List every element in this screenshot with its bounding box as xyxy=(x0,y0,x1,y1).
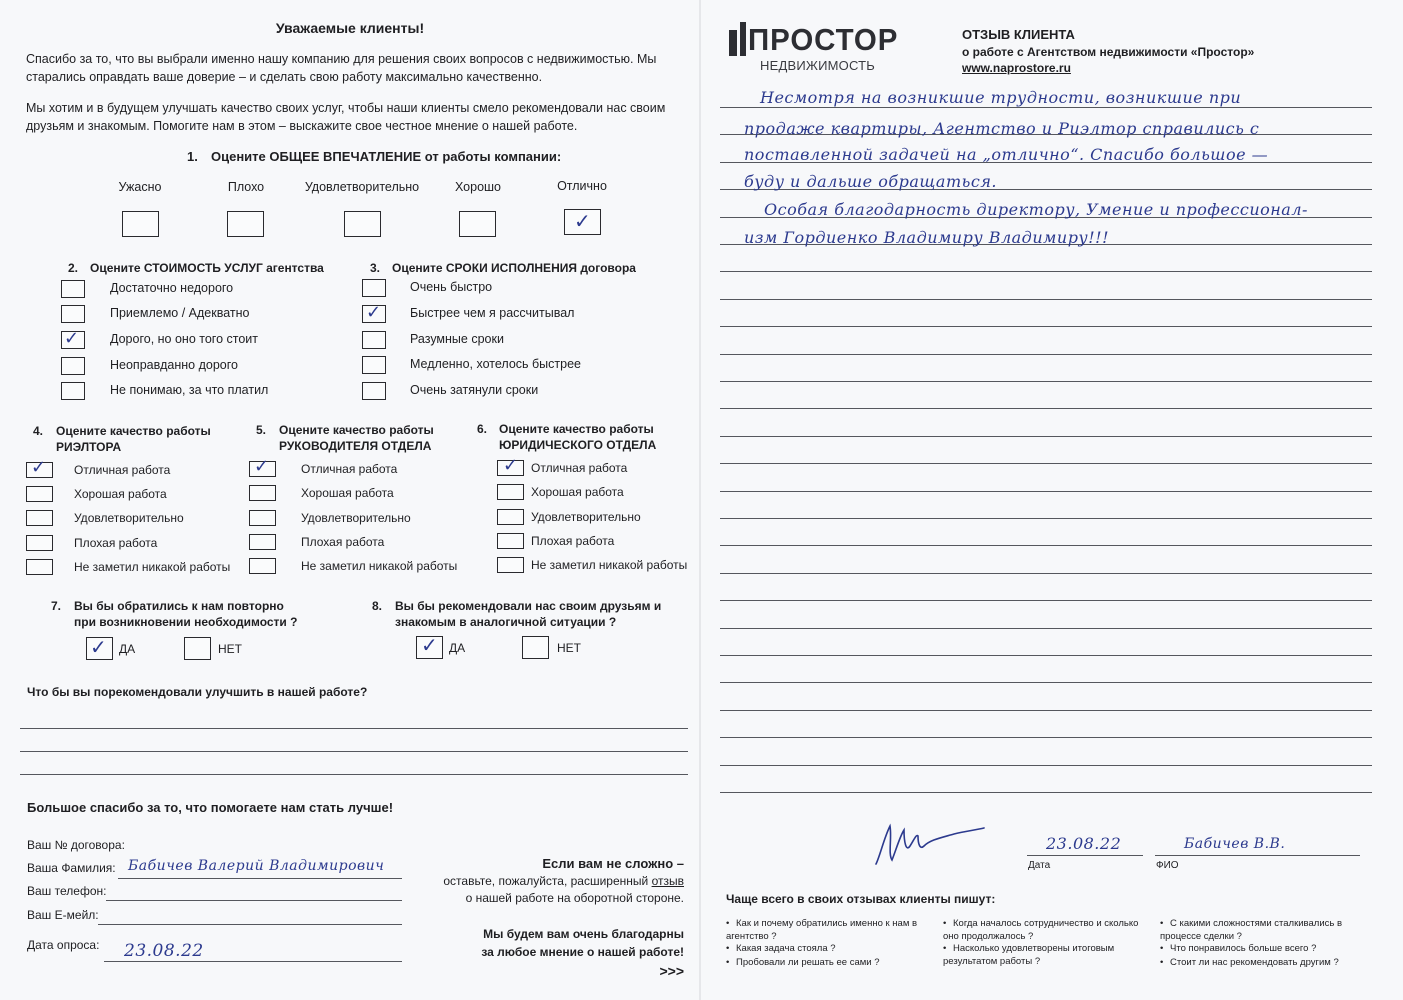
review-writing-line[interactable] xyxy=(720,573,1372,574)
handwritten-line: изм Гордиенко Владимиру Владимиру!!! xyxy=(744,228,1109,247)
checkmark-icon: ✓ xyxy=(90,635,107,659)
q1-option-label: Хорошо xyxy=(454,180,502,194)
logo-subtitle: НЕДВИЖИМОСТЬ xyxy=(760,58,875,73)
signature xyxy=(870,816,990,876)
q2-option-label: Приемлемо / Адекватно xyxy=(110,306,250,320)
q1-option-label: Отлично xyxy=(557,179,607,193)
q5-checkbox[interactable] xyxy=(249,558,276,574)
callout-thanks-1: Мы будем вам очень благодарны xyxy=(483,927,684,941)
callout-thanks-2: за любое мнение о нашей работе! xyxy=(481,945,684,959)
phone-underline xyxy=(106,900,402,901)
date-label: Дата опроса: xyxy=(27,938,100,952)
bullet-text: Когда началось сотрудничество и сколько оно продолжалось ? xyxy=(943,918,1139,942)
callout-text: оставьте, пожалуйста, расширенный xyxy=(443,874,652,888)
review-page xyxy=(700,0,1403,1000)
improve-line[interactable] xyxy=(20,774,688,775)
site-link[interactable]: www.naprostore.ru xyxy=(962,61,1071,75)
checkmark-icon: ✓ xyxy=(574,209,591,233)
q8-title-line-2: знакомым в аналогичной ситуации ? xyxy=(395,615,617,629)
review-writing-line[interactable] xyxy=(720,381,1372,382)
q5-checkbox[interactable] xyxy=(249,485,276,501)
email-underline xyxy=(98,924,402,925)
q3-checkbox[interactable] xyxy=(362,382,386,400)
q2-checkbox[interactable] xyxy=(61,357,85,375)
bullet-item: • С какими сложностями сталкивались в процессе сделки ? xyxy=(1160,918,1343,942)
email-label: Ваш Е-мейл: xyxy=(27,908,99,922)
q4-option-label: Плохая работа xyxy=(74,536,158,550)
survey-page xyxy=(0,0,700,1000)
handwritten-line: Несмотря на возникшие трудности, возникшие при xyxy=(760,88,1242,107)
review-subtitle: о работе с Агентством недвижимости «Простор» xyxy=(962,45,1255,59)
q7-no-label: НЕТ xyxy=(218,642,242,656)
q3-number: 3. xyxy=(370,261,381,275)
q6-checkbox[interactable] xyxy=(497,484,524,500)
improve-question: Что бы вы порекомендовали улучшить в нашей работе? xyxy=(27,685,368,699)
phone-label: Ваш телефон: xyxy=(27,884,107,898)
q6-option-label: Не заметил никакой работы xyxy=(531,558,688,572)
q1-option-label: Ужасно xyxy=(118,180,162,194)
bullet-text: Пробовали ли решать ее сами ? xyxy=(736,957,880,968)
q6-option-label: Удовлетворительно xyxy=(531,510,641,524)
q4-checkbox[interactable] xyxy=(26,559,53,575)
review-writing-line[interactable] xyxy=(720,710,1372,711)
q6-number: 6. xyxy=(477,422,488,436)
q2-title: Оцените СТОИМОСТЬ УСЛУГ агентства xyxy=(90,261,324,275)
q8-title-line-1: Вы бы рекомендовали нас своим друзьям и xyxy=(395,599,662,613)
contract-label: Ваш № договора: xyxy=(27,838,125,852)
q8-checkbox-no[interactable] xyxy=(522,636,549,659)
review-title: ОТЗЫВ КЛИЕНТА xyxy=(962,27,1075,42)
handwritten-line: поставленной задачей на „отлично“. Спасибо большое — xyxy=(744,145,1269,164)
bullet-item: • Как и почему обратились именно к нам в агентство ? xyxy=(726,918,918,942)
fio-field[interactable]: Бабичев В.В. xyxy=(1184,836,1286,852)
q7-title-line-1: Вы бы обратились к нам повторно xyxy=(74,599,284,613)
q5-option-label: Хорошая работа xyxy=(301,486,394,500)
q3-option-label: Разумные сроки xyxy=(410,332,504,346)
q8-number: 8. xyxy=(372,599,383,613)
q3-checkbox[interactable] xyxy=(362,356,386,374)
bullet-item: • Какая задача стояла ? xyxy=(726,943,836,954)
q7-title-line-2: при возникновении необходимости ? xyxy=(74,615,298,629)
q4-title-line-2: РИЭЛТОРА xyxy=(56,440,122,454)
bullet-text: Насколько удовлетворены итоговым результатом работы ? xyxy=(943,943,1115,967)
q2-option-label: Не понимаю, за что платил xyxy=(110,383,269,397)
q6-title-line-1: Оцените качество работы xyxy=(499,422,654,436)
q2-checkbox[interactable] xyxy=(61,305,85,323)
callout-line-2 xyxy=(443,874,684,888)
surname-underline xyxy=(118,878,402,879)
handwritten-line: буду и дальше обращаться. xyxy=(744,172,997,191)
q6-title-line-2: ЮРИДИЧЕСКОГО ОТДЕЛА xyxy=(499,438,657,452)
q2-option-label: Неоправданно дорого xyxy=(110,358,238,372)
review-writing-line[interactable] xyxy=(720,271,1372,272)
q3-title: Оцените СРОКИ ИСПОЛНЕНИЯ договора xyxy=(392,261,636,275)
callout-title: Если вам не сложно – xyxy=(542,856,684,871)
q6-option-label: Хорошая работа xyxy=(531,485,624,499)
review-writing-line[interactable] xyxy=(720,765,1372,766)
q7-yes-label: ДА xyxy=(119,642,136,656)
review-writing-line[interactable] xyxy=(720,463,1372,464)
callout-line-3: о нашей работе на оборотной стороне. xyxy=(465,891,684,905)
q4-checkbox[interactable] xyxy=(26,510,53,526)
q4-checkbox[interactable] xyxy=(26,486,53,502)
surname-label: Ваша Фамилия: xyxy=(27,861,116,875)
q3-checkbox[interactable] xyxy=(362,279,386,297)
q1-checkbox-awful[interactable] xyxy=(122,211,159,237)
review-writing-line[interactable] xyxy=(720,491,1372,492)
bullet-item: • Пробовали ли решать ее сами ? xyxy=(726,957,880,968)
thanks-heading: Большое спасибо за то, что помогаете нам стать лучше! xyxy=(27,800,394,815)
q6-checkbox[interactable] xyxy=(497,557,524,573)
q5-option-label: Отличная работа xyxy=(301,462,398,476)
q4-checkbox[interactable] xyxy=(26,535,53,551)
q3-option-label: Медленно, хотелось быстрее xyxy=(410,357,581,371)
signature-icon xyxy=(870,816,990,871)
review-writing-line[interactable] xyxy=(720,737,1372,738)
often-title: Чаще всего в своих отзывах клиенты пишут: xyxy=(726,892,996,906)
q8-no-label: НЕТ xyxy=(557,641,581,655)
date-field[interactable]: 23.08.22 xyxy=(124,941,204,961)
review-link[interactable]: отзыв xyxy=(651,874,684,888)
q6-option-label: Плохая работа xyxy=(531,534,615,548)
q5-title-line-2: РУКОВОДИТЕЛЯ ОТДЕЛА xyxy=(279,439,432,453)
review-writing-line[interactable] xyxy=(720,682,1372,683)
q2-checkbox[interactable] xyxy=(61,280,85,298)
q5-option-label: Не заметил никакой работы xyxy=(301,559,458,573)
q2-option-label: Дорого, но оно того стоит xyxy=(110,332,258,346)
fio-underline xyxy=(1155,855,1360,856)
q1-title: Оцените ОБЩЕЕ ВПЕЧАТЛЕНИЕ от работы компании: xyxy=(211,149,562,164)
q5-checkbox[interactable] xyxy=(249,534,276,550)
q3-option-label: Очень затянули сроки xyxy=(410,383,539,397)
q7-checkbox-no[interactable] xyxy=(184,637,211,660)
q4-option-label: Удовлетворительно xyxy=(74,511,184,525)
q2-checkbox[interactable] xyxy=(61,382,85,400)
review-writing-line[interactable] xyxy=(720,354,1372,355)
date-underline xyxy=(1027,855,1143,856)
bullet-text: Стоит ли нас рекомендовать другим ? xyxy=(1170,957,1339,968)
handwritten-line: продаже квартиры, Агентство и Риэлтор справились с xyxy=(744,119,1260,138)
review-writing-line[interactable] xyxy=(720,326,1372,327)
review-writing-line[interactable] xyxy=(720,408,1372,409)
q4-option-label: Не заметил никакой работы xyxy=(74,560,231,574)
checkmark-icon: ✓ xyxy=(421,633,438,657)
q8-yes-label: ДА xyxy=(449,641,466,655)
q4-title-line-1: Оцените качество работы xyxy=(56,424,211,438)
q5-option-label: Плохая работа xyxy=(301,535,385,549)
bullet-item: • Когда началось сотрудничество и сколько оно продолжалось ? xyxy=(943,918,1139,942)
q1-number: 1. xyxy=(187,149,198,164)
greeting-title: Уважаемые клиенты! xyxy=(275,20,425,36)
review-writing-line[interactable] xyxy=(720,518,1372,519)
checkmark-icon: ✓ xyxy=(366,302,382,323)
checkmark-icon: ✓ xyxy=(64,328,80,349)
q5-option-label: Удовлетворительно xyxy=(301,511,411,525)
q2-number: 2. xyxy=(68,261,79,275)
q1-checkbox-bad[interactable] xyxy=(227,211,264,237)
review-writing-line[interactable] xyxy=(720,600,1372,601)
q4-option-label: Хорошая работа xyxy=(74,487,167,501)
q3-checkbox[interactable] xyxy=(362,331,386,349)
checkmark-icon: ✓ xyxy=(31,457,47,478)
q6-checkbox[interactable] xyxy=(497,533,524,549)
q1-option-label: Плохо xyxy=(227,180,265,194)
date-underline xyxy=(104,961,402,962)
q2-option-label: Достаточно недорого xyxy=(110,281,234,295)
improve-line[interactable] xyxy=(20,728,688,729)
logo-wordmark: ПРОСТОР xyxy=(748,22,899,57)
q3-option-label: Быстрее чем я рассчитывал xyxy=(410,306,575,320)
review-writing-line[interactable] xyxy=(720,436,1372,437)
sign-date-field[interactable]: 23.08.22 xyxy=(1046,834,1122,853)
checkmark-icon: ✓ xyxy=(254,456,270,477)
arrows-icon[interactable]: >>> xyxy=(659,963,684,979)
date-caption: Дата xyxy=(1028,860,1051,871)
intro-paragraph-2: Мы хотим и в будущем улучшать качество своих услуг, чтобы наши клиенты смело рекомендовали нас своим друзьям и знакомым. Помогите нам в этом – выскажите свое честное мнение о нашей работе. xyxy=(26,101,666,133)
review-writing-line[interactable] xyxy=(720,655,1372,656)
bullet-text: Что понравилось больше всего ? xyxy=(1170,943,1317,954)
q7-number: 7. xyxy=(51,599,62,613)
review-writing-line[interactable] xyxy=(720,545,1372,546)
bullet-item: • Стоит ли нас рекомендовать другим ? xyxy=(1160,957,1339,968)
q4-option-label: Отличная работа xyxy=(74,463,171,477)
q4-number: 4. xyxy=(33,424,44,438)
q3-option-label: Очень быстро xyxy=(410,280,493,294)
q1-checkbox-satisfactory[interactable] xyxy=(344,211,381,237)
improve-line[interactable] xyxy=(20,751,688,752)
bullet-item: • Что понравилось больше всего ? xyxy=(1160,943,1317,954)
review-writing-line[interactable] xyxy=(720,792,1372,793)
surname-field[interactable]: Бабичев Валерий Владимирович xyxy=(128,858,385,874)
bullet-text: С какими сложностями сталкивались в процессе сделки ? xyxy=(1160,918,1343,942)
q5-title-line-1: Оцените качество работы xyxy=(279,423,434,437)
q6-checkbox[interactable] xyxy=(497,509,524,525)
review-writing-line[interactable] xyxy=(720,628,1372,629)
bullet-item: • Насколько удовлетворены итоговым результатом работы ? xyxy=(943,943,1115,967)
fio-caption: ФИО xyxy=(1156,860,1179,871)
q5-number: 5. xyxy=(256,423,267,437)
q5-checkbox[interactable] xyxy=(249,510,276,526)
intro-paragraph-1: Спасибо за то, что вы выбрали именно нашу компанию для решения своих вопросов с недвижимостью. Мы старались оправдать ваше доверие – и сделать свою работу максимально качественно. xyxy=(26,52,657,84)
bullet-text: Какая задача стояла ? xyxy=(736,943,836,954)
review-writing-line[interactable] xyxy=(720,299,1372,300)
bullet-text: Как и почему обратились именно к нам в агентство ? xyxy=(726,918,918,942)
checkmark-icon: ✓ xyxy=(503,455,519,476)
q1-checkbox-good[interactable] xyxy=(459,211,496,237)
q6-option-label: Отличная работа xyxy=(531,461,628,475)
handwritten-line: Особая благодарность директору, Умение и профессионал- xyxy=(764,200,1308,219)
review-writing-line[interactable] xyxy=(720,107,1372,108)
q1-option-label: Удовлетворительно xyxy=(304,180,420,194)
